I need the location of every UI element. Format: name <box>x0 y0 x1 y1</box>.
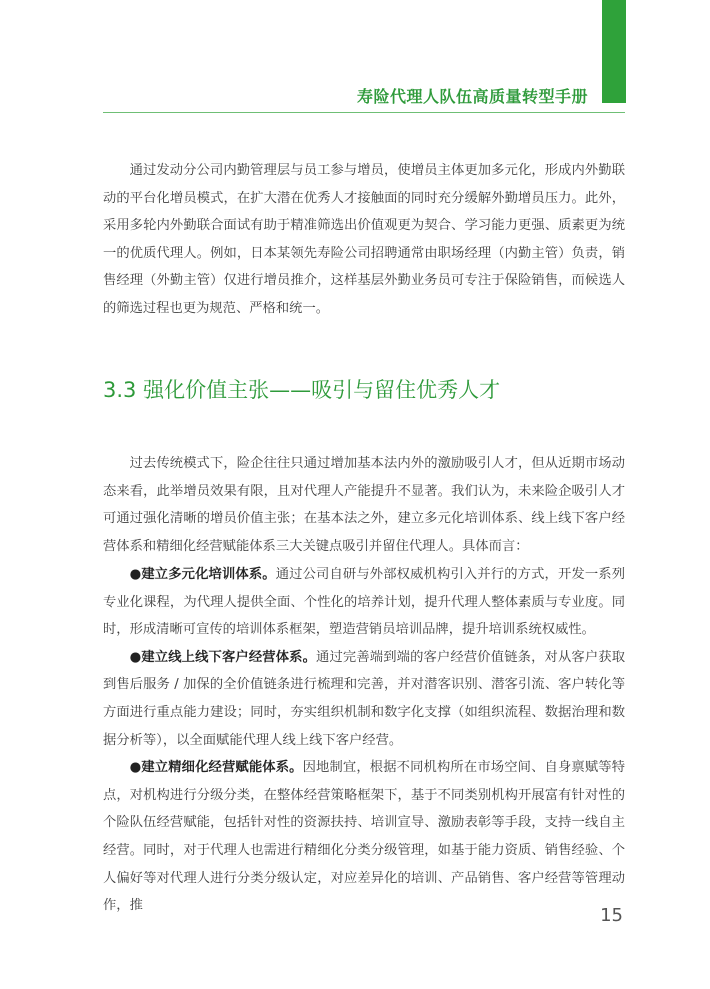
body-paragraph: 通过发动分公司内勤管理层与员工参与增员，使增员主体更加多元化，形成内外勤联动的平台化增员模式，在扩大潜在优秀人才接触面的同时充分缓解外勤增员压力。此外，采用多轮内外勤联合面试有助于精准筛选出价值观更为契合、学习能力更强、质素更为统一的优质代理人。例如，日本某领先寿险公司招聘通常由职场经理（内勤主管）负责，销售经理（外勤主管）仅进行增员推介，这样基层外勤业务员可专注于保险销售，而候选人的筛选过程也更为规范、严格和统一。 <box>103 163 625 316</box>
bullet-item-enablement <box>103 754 625 920</box>
section-heading: 3.3 强化价值主张——吸引与留住优秀人才 <box>103 378 501 402</box>
header-divider <box>103 112 625 113</box>
page-number: 15 <box>600 905 623 926</box>
bullet-text: 通过完善端到端的客户经营价值链条，对从客户获取到售后服务 / 加保的全价值链条进行梳理和完善，并对潜客识别、潜客引流、客户转化等方面进行重点能力建设；同时，夯实组织机制和数字化支撑（如组织流程、数据治理和数据分析等），以全面赋能代理人线上线下客户经营。 <box>103 649 625 748</box>
bullet-list <box>103 561 625 920</box>
bullet-title: ●建立线上线下客户经营体系。 <box>129 649 317 665</box>
bullet-title: ●建立精细化经营赋能体系。 <box>129 760 303 776</box>
header-accent-tab <box>602 0 626 103</box>
body-paragraph-intro: 过去传统模式下，险企往往只通过增加基本法内外的激励吸引人才，但从近期市场动态来看，此举增员效果有限，且对代理人产能提升不显著。我们认为，未来险企吸引人才可通过强化清晰的增员价值主张；在基本法之外，建立多元化培训体系、线上线下客户经营体系和精细化经营赋能体系三大关键点吸引并留住代理人。具体而言： <box>103 456 625 554</box>
running-header-title: 寿险代理人队伍高质量转型手册 <box>356 87 588 106</box>
bullet-item-training <box>103 561 625 644</box>
bullet-title: ●建立多元化培训体系。 <box>129 567 276 582</box>
bullet-text: 因地制宜，根据不同机构所在市场空间、自身禀赋等特点，对机构进行分级分类，在整体经营策略框架下，基于不同类别机构开展富有针对性的个险队伍经营赋能，包括针对性的资源扶持、培训宣导、激励表彰等手段，支持一线自主经营。同时，对于代理人也需进行精细化分类分级管理，如基于能力资质、销售经验、个人偏好等对代理人进行分类分级认定，对应差异化的培训、产品销售、客户经营等管理动作，推 <box>103 760 625 914</box>
bullet-item-customer <box>103 644 625 754</box>
bullet-text: 通过公司自研与外部权威机构引入并行的方式，开发一系列专业化课程，为代理人提供全面、个性化的培养计划，提升代理人整体素质与专业度。同时，形成清晰可宣传的培训体系框架，塑造营销员培训品牌，提升培训系统权威性。 <box>103 567 626 638</box>
